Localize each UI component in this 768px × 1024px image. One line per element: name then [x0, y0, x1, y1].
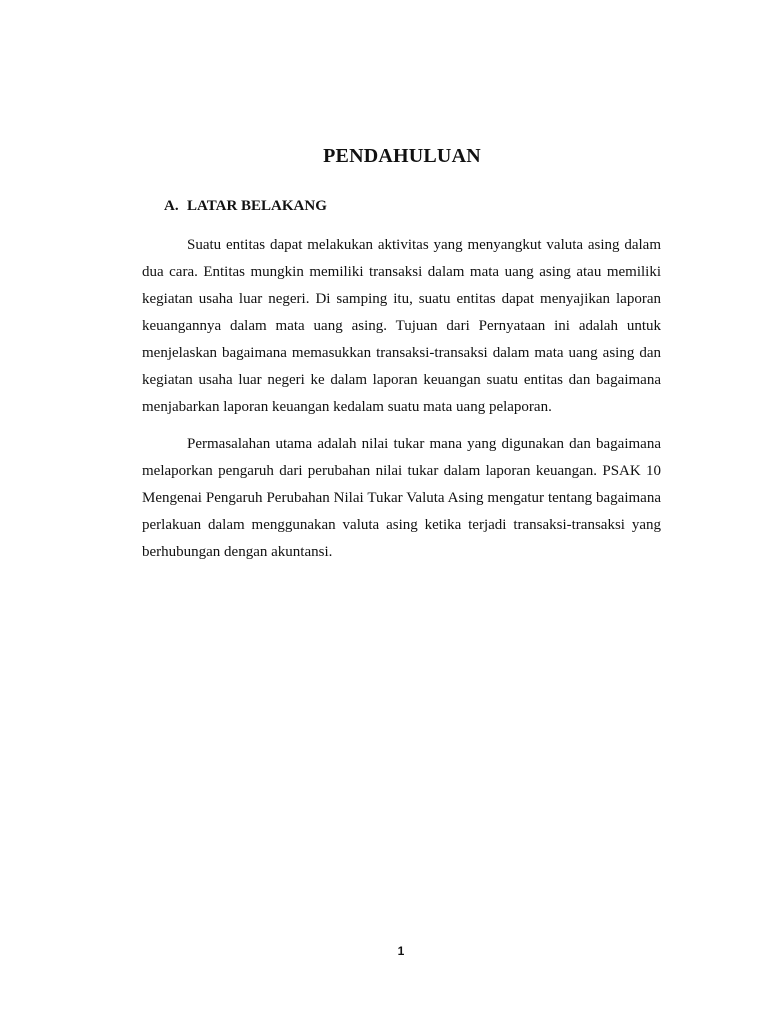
- paragraph-1: Suatu entitas dapat melakukan aktivitas yang menyangkut valuta asing dalam dua cara. Entitas mungkin memiliki transaksi dalam mata uang asing atau memiliki kegiatan usaha luar negeri. Di samping itu, suatu entitas dapat menyajikan laporan keuangannya dalam mata uang asing. Tujuan dari Pernyataan ini adalah untuk menjelaskan bagaimana memasukkan transaksi-transaksi dalam mata uang asing dan kegiatan usaha luar negeri ke dalam laporan keuangan suatu entitas dan bagaimana menjabarkan laporan keuangan kedalam suatu mata uang pelaporan.: [142, 237, 661, 415]
- chapter-title: PENDAHULUAN: [323, 145, 481, 167]
- paragraph-2: Permasalahan utama adalah nilai tukar mana yang digunakan dan bagaimana melaporkan pengaruh dari perubahan nilai tukar dalam laporan keuangan. PSAK 10 Mengenai Pengaruh Perubahan Nilai Tukar Valuta Asing mengatur tentang bagaimana perlakuan dalam menggunakan valuta asing ketika terjadi transaksi-transaksi yang berhubungan dengan akuntansi.: [142, 436, 661, 560]
- page-number: 1: [397, 944, 405, 958]
- section-letter: A.: [164, 198, 179, 214]
- section-heading: [164, 198, 327, 215]
- section-heading-text: LATAR BELAKANG: [187, 198, 327, 214]
